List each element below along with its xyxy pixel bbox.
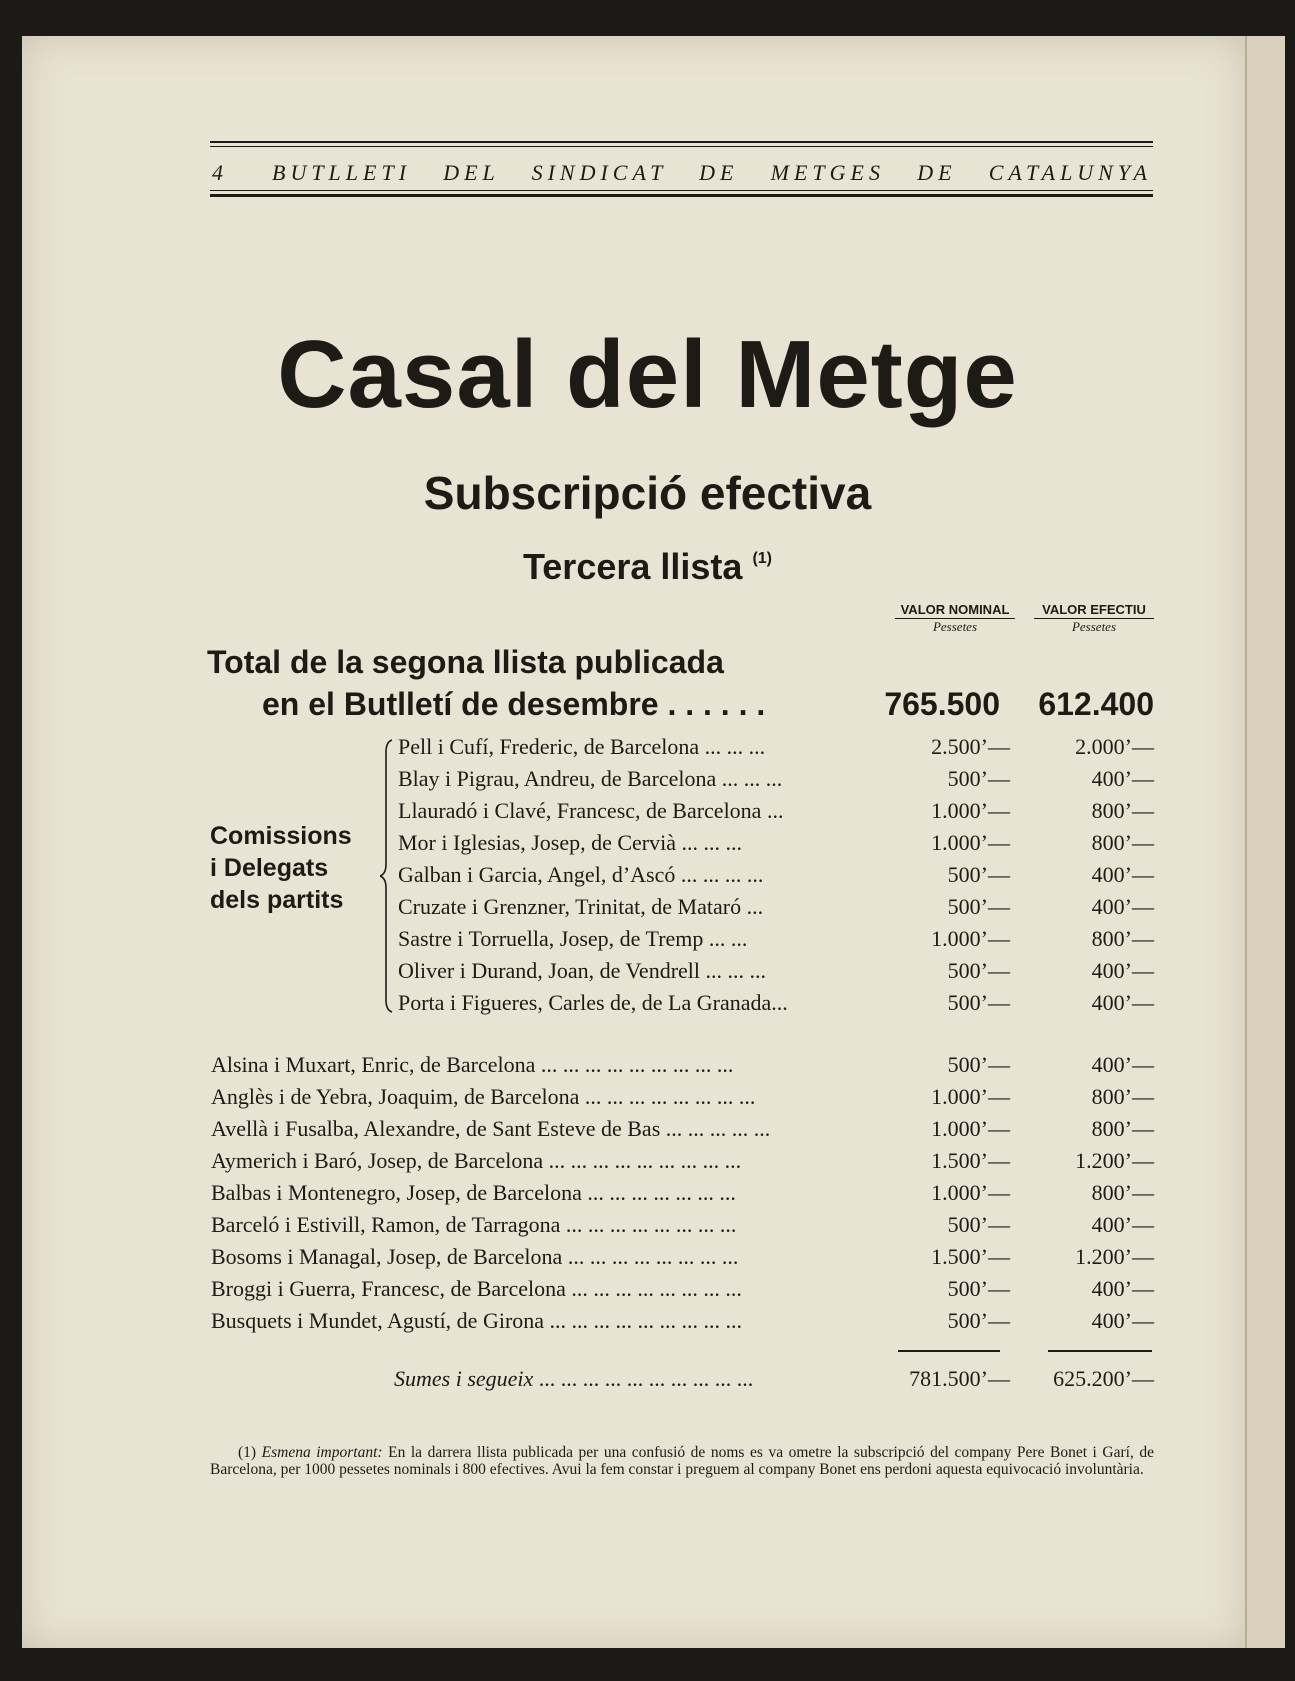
subscriber-name: Broggi i Guerra, Francesc, de Barcelona ... ... ... ... ... ... ... ... (211, 1276, 742, 1301)
column-header-efectiu-label: VALOR EFECTIU (1034, 602, 1154, 619)
sumes-efectiu: 625.200’— (1053, 1366, 1154, 1391)
footnote-text: En la darrera llista publicada per una confusió de noms es va ometre la subscripció del company Pere Bonet i Garí, de Barcelona, per 1000 pessetes nominals i 800 efectives. Avui la fem constar i preguem al company Bonet ens perdoni aquesta equivocació involuntària. (210, 1444, 1155, 1478)
subscriber-name: Anglès i de Yebra, Joaquim, de Barcelona ... ... ... ... ... ... ... ... (211, 1084, 756, 1109)
nominal-value: 500’— (947, 990, 1010, 1015)
efectiu-value: 400’— (1091, 766, 1154, 791)
nominal-value: 1.000’— (931, 1116, 1010, 1141)
efectiu-value: 400’— (1091, 862, 1154, 887)
nominal-value: 500’— (947, 1308, 1010, 1333)
running-title: BUTLLETI DEL SINDICAT DE METGES DE CATALUNYA (272, 160, 1152, 185)
nominal-value: 1.500’— (931, 1148, 1010, 1173)
subscriber-name: Oliver i Durand, Joan, de Vendrell ... ... ... (398, 958, 767, 983)
commissions-label-line: Comissions (210, 822, 352, 850)
efectiu-value: 400’— (1091, 1052, 1154, 1077)
efectiu-value: 800’— (1091, 798, 1154, 823)
efectiu-value: 400’— (1091, 1212, 1154, 1237)
page-title: Casal del Metge (277, 321, 1018, 428)
commissions-label-line: dels partits (210, 886, 344, 914)
efectiu-value: 400’— (1091, 1276, 1154, 1301)
efectiu-value: 800’— (1091, 1084, 1154, 1109)
previous-total-efectiu: 612.400 (1038, 686, 1154, 722)
table-row (0, 958, 1295, 988)
column-header-nominal (895, 602, 1015, 635)
list-title-text: Tercera llista (522, 546, 743, 587)
subscriber-name: Cruzate i Grenzner, Trinitat, de Mataró ... (398, 894, 764, 919)
subscriber-name: Llauradó i Clavé, Francesc, de Barcelona ... (398, 798, 784, 823)
footnote (210, 1444, 1154, 1478)
sum-rule-nominal (898, 1350, 1000, 1352)
subscriber-name: Blay i Pigrau, Andreu, de Barcelona ... ... ... (398, 766, 783, 791)
table-row (0, 894, 1295, 924)
footnote-marker: (1) (238, 1444, 257, 1461)
table-row (0, 1212, 1295, 1242)
nominal-value: 500’— (947, 1276, 1010, 1301)
subscriber-name: Balbas i Montenegro, Josep, de Barcelona ... ... ... ... ... ... ... (211, 1180, 736, 1205)
previous-total-line2: en el Butlletí de desembre . . . . . . (262, 686, 766, 722)
nominal-value: 2.500’— (931, 734, 1010, 759)
table-row (0, 1308, 1295, 1338)
previous-total-nominal: 765.500 (884, 686, 1000, 722)
header-rule-bottom-1 (210, 190, 1153, 191)
efectiu-value: 800’— (1091, 1180, 1154, 1205)
efectiu-value: 400’— (1091, 958, 1154, 983)
list-title-note: (1) (752, 550, 773, 567)
table-row (0, 1148, 1295, 1178)
efectiu-value: 800’— (1091, 1116, 1154, 1141)
nominal-value: 1.000’— (931, 926, 1010, 951)
table-row (0, 798, 1295, 828)
table-row (0, 1084, 1295, 1114)
table-row (0, 990, 1295, 1020)
nominal-value: 500’— (947, 1052, 1010, 1077)
sumes-row (0, 1366, 1295, 1396)
subscriber-name: Aymerich i Baró, Josep, de Barcelona ... ... ... ... ... ... ... ... ... (211, 1148, 742, 1173)
subscriber-name: Pell i Cufí, Frederic, de Barcelona ... ... ... (398, 734, 766, 759)
page-subtitle: Subscripció efectiva (423, 467, 872, 519)
efectiu-value: 400’— (1091, 990, 1154, 1015)
table-row (0, 830, 1295, 860)
nominal-value: 500’— (947, 1212, 1010, 1237)
nominal-value: 500’— (947, 862, 1010, 887)
running-header (210, 160, 1153, 190)
efectiu-value: 800’— (1091, 830, 1154, 855)
nominal-value: 500’— (947, 894, 1010, 919)
column-header-nominal-unit: Pessetes (932, 619, 978, 634)
subscriber-name: Alsina i Muxart, Enric, de Barcelona ... ... ... ... ... ... ... ... ... (211, 1052, 734, 1077)
table-row (0, 734, 1295, 764)
sumes-label-text: Sumes i segueix (394, 1366, 534, 1391)
nominal-value: 1.000’— (931, 1084, 1010, 1109)
sum-rule-efectiu (1048, 1350, 1152, 1352)
table-row (0, 1116, 1295, 1146)
efectiu-value: 400’— (1091, 894, 1154, 919)
nominal-value: 1.000’— (931, 1180, 1010, 1205)
commissions-label-line: i Delegats (210, 854, 329, 882)
nominal-value: 500’— (947, 958, 1010, 983)
nominal-value: 500’— (947, 766, 1010, 791)
page-number: 4 (212, 160, 223, 185)
table-row (0, 766, 1295, 796)
table-row (0, 1180, 1295, 1210)
list-title (0, 546, 1295, 588)
subscriber-name: Avellà i Fusalba, Alexandre, de Sant Esteve de Bas ... ... ... ... ... (211, 1116, 771, 1141)
table-row (0, 926, 1295, 956)
table-row (0, 1052, 1295, 1082)
sumes-nominal: 781.500’— (909, 1366, 1010, 1391)
efectiu-value: 2.000’— (1075, 734, 1154, 759)
previous-total-line1: Total de la segona llista publicada (207, 644, 724, 680)
nominal-value: 1.000’— (931, 830, 1010, 855)
header-rule-top-1 (210, 141, 1153, 143)
sumes-label (394, 1366, 753, 1392)
subscriber-name: Busquets i Mundet, Agustí, de Girona ... ... ... ... ... ... ... ... ... (211, 1308, 743, 1333)
header-rule-top-2 (210, 146, 1153, 147)
column-header-efectiu-unit: Pessetes (1071, 619, 1117, 634)
subscriber-name: Bosoms i Managal, Josep, de Barcelona ... ... ... ... ... ... ... ... (211, 1244, 739, 1269)
subscriber-name: Galban i Garcia, Angel, d’Ascó ... ... ... ... (398, 862, 764, 887)
nominal-value: 1.500’— (931, 1244, 1010, 1269)
footnote-lead: Esmena important: (261, 1444, 383, 1461)
header-rule-bottom-2 (210, 194, 1153, 197)
subscriber-name: Mor i Iglesias, Josep, de Cervià ... ... ... (398, 830, 742, 855)
column-header-efectiu (1034, 602, 1154, 635)
efectiu-value: 400’— (1091, 1308, 1154, 1333)
subscriber-name: Barceló i Estivill, Ramon, de Tarragona ... ... ... ... ... ... ... ... (211, 1212, 737, 1237)
efectiu-value: 1.200’— (1075, 1148, 1154, 1173)
efectiu-value: 1.200’— (1075, 1244, 1154, 1269)
sumes-dots: ... ... ... ... ... ... ... ... ... ... (538, 1366, 754, 1391)
table-row (0, 862, 1295, 892)
efectiu-value: 800’— (1091, 926, 1154, 951)
table-row (0, 1244, 1295, 1274)
subscriber-name: Sastre i Torruella, Josep, de Tremp ... ... (398, 926, 748, 951)
nominal-value: 1.000’— (931, 798, 1010, 823)
table-row (0, 1276, 1295, 1306)
subscriber-name: Porta i Figueres, Carles de, de La Granada... (398, 990, 788, 1015)
column-header-nominal-label: VALOR NOMINAL (895, 602, 1015, 619)
